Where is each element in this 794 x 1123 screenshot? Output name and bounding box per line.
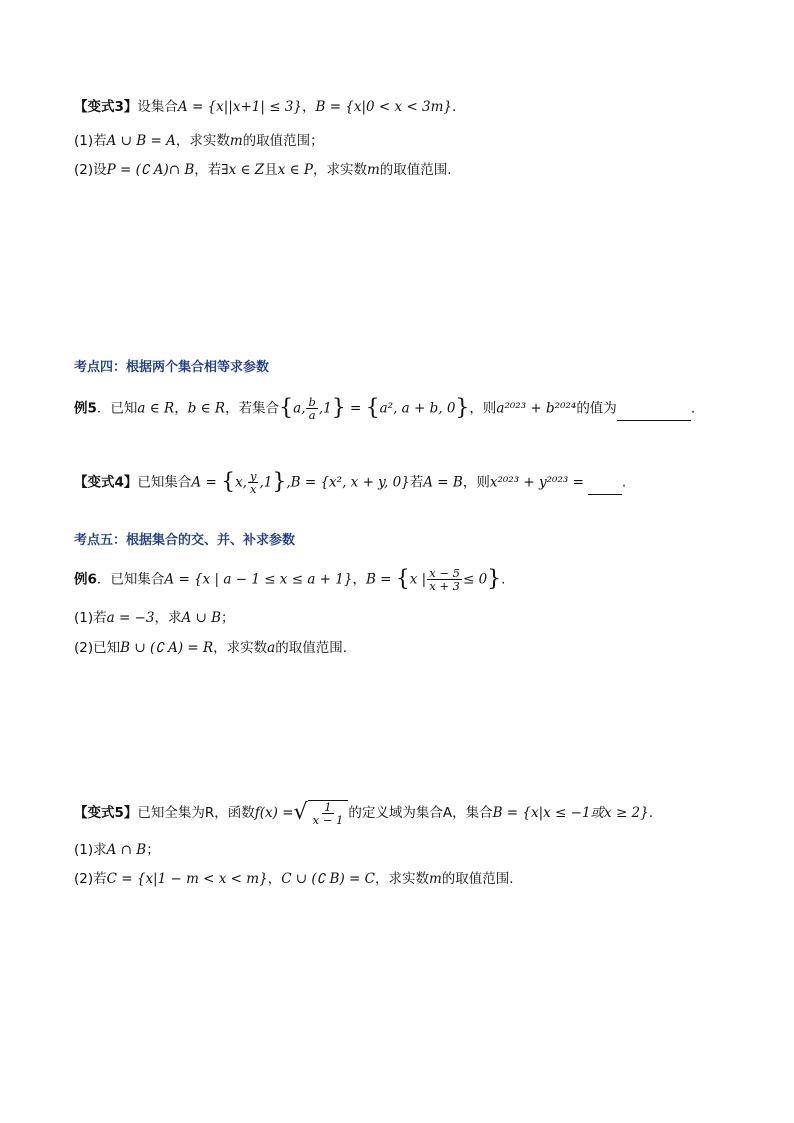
variant5-statement bbox=[74, 800, 653, 826]
q-text: 的取值范围. bbox=[275, 640, 348, 656]
right-brace: } bbox=[455, 395, 470, 421]
variant3-question-1 bbox=[74, 131, 324, 151]
math-var: m bbox=[366, 162, 380, 178]
q-text: . bbox=[501, 571, 506, 588]
q-number: (1)求 bbox=[74, 842, 107, 858]
variant4-label: 【变式4】 bbox=[74, 474, 138, 491]
q-text: . bbox=[621, 474, 627, 491]
example5-statement bbox=[74, 396, 695, 421]
frac-num: b bbox=[308, 395, 316, 409]
q-text: ； bbox=[221, 610, 235, 626]
math-expr: A = B bbox=[423, 474, 463, 491]
example6-question-2 bbox=[74, 638, 347, 658]
q-number: (1)若 bbox=[74, 610, 107, 626]
math-expr: ∃x ∈ Z bbox=[221, 162, 265, 178]
radical-sign: √ bbox=[293, 800, 308, 825]
answer-blank[interactable] bbox=[588, 480, 622, 495]
q-text: ，则 bbox=[462, 474, 490, 491]
math-expr: A ∪ B = A bbox=[106, 133, 176, 149]
variant4-statement bbox=[74, 470, 626, 495]
fraction bbox=[248, 470, 259, 495]
right-brace: } bbox=[331, 395, 346, 421]
q-text: . bbox=[648, 805, 654, 821]
q-text: ，则 bbox=[469, 400, 497, 417]
fraction bbox=[306, 396, 317, 421]
q-text: ； bbox=[146, 842, 160, 858]
q-text: 的取值范围. bbox=[441, 871, 514, 887]
frac-num: y bbox=[249, 469, 257, 483]
q-text: ，若 bbox=[194, 162, 222, 178]
math-expr: a ∈ R bbox=[137, 400, 175, 417]
variant3-label: 【变式3】 bbox=[74, 99, 138, 115]
variant5-question-1 bbox=[74, 840, 160, 860]
q-number: (1)若 bbox=[74, 133, 107, 149]
math-expr: C = {x|1 − m < x < m} bbox=[106, 871, 268, 887]
q-text: . bbox=[690, 400, 696, 417]
q-number: (2)若 bbox=[74, 871, 107, 887]
frac-den: x + 3 bbox=[429, 579, 460, 593]
math-expr: B = bbox=[365, 571, 396, 588]
frac-den: x − 1 bbox=[312, 813, 344, 827]
math-expr: A = {x | a − 1 ≤ x ≤ a + 1} bbox=[164, 571, 353, 588]
variant5-question-2 bbox=[74, 869, 514, 889]
math-expr: a², a + b, 0 bbox=[379, 400, 456, 417]
q-text: ，求实数 bbox=[175, 133, 230, 149]
q-text: 的取值范围. bbox=[379, 162, 452, 178]
q-text: 的定义域为集合A，集合 bbox=[348, 805, 493, 821]
example6-label: 例6 bbox=[74, 571, 97, 588]
math-expr: C ∪ (∁ B) = C bbox=[281, 871, 375, 887]
math-var: m bbox=[229, 133, 243, 149]
section4-title: 考点四：根据两个集合相等求参数 bbox=[74, 360, 270, 375]
q-text: ， bbox=[352, 571, 366, 588]
math-expr: x | bbox=[409, 571, 427, 588]
math-expr: B = {x|x ≤ −1或x ≥ 2} bbox=[492, 805, 649, 821]
q-text: ，求实数 bbox=[312, 162, 367, 178]
left-brace: { bbox=[221, 469, 236, 495]
math-var: m bbox=[428, 871, 442, 887]
frac-den: x bbox=[249, 482, 257, 496]
answer-blank[interactable] bbox=[617, 406, 691, 421]
q-text: ，求实数 bbox=[213, 640, 268, 656]
math-expr: f(x) = bbox=[254, 805, 294, 821]
q-text: ．已知集合 bbox=[96, 571, 165, 588]
fraction bbox=[427, 567, 462, 592]
variant3-statement bbox=[74, 97, 456, 117]
q-text: 已知集合 bbox=[137, 474, 192, 491]
variant3-end: . bbox=[452, 99, 457, 115]
variant3-set-a: A = {x||x+1| ≤ 3} bbox=[177, 99, 302, 115]
right-brace: } bbox=[272, 469, 287, 495]
left-brace: { bbox=[395, 566, 410, 592]
math-expr: ,1 bbox=[259, 474, 273, 491]
math-expr: A ∪ B bbox=[181, 610, 222, 626]
right-brace: } bbox=[487, 566, 502, 592]
math-expr: ,B = {x², x + y, 0} bbox=[286, 474, 410, 491]
math-expr: A = bbox=[191, 474, 222, 491]
variant3-question-2 bbox=[74, 160, 452, 180]
fraction bbox=[311, 801, 346, 826]
q-number: (2)已知 bbox=[74, 640, 121, 656]
frac-den: a bbox=[308, 408, 316, 422]
math-expr: x²⁰²³ + y²⁰²³ = bbox=[489, 474, 584, 491]
q-text: ，求 bbox=[154, 610, 182, 626]
variant3-set-b: B = {x|0 < x < 3m} bbox=[315, 99, 453, 115]
example5-label: 例5 bbox=[74, 400, 97, 417]
q-text: ， bbox=[174, 400, 188, 417]
q-text: ， bbox=[267, 871, 282, 887]
square-root bbox=[294, 800, 349, 826]
frac-num: x − 5 bbox=[429, 566, 460, 580]
q-text: 已知全集为R，函数 bbox=[137, 805, 255, 821]
q-text: ，若集合 bbox=[225, 400, 280, 417]
frac-num: 1 bbox=[324, 800, 332, 814]
math-expr: b ∈ R bbox=[187, 400, 226, 417]
math-expr: a = −3 bbox=[106, 610, 155, 626]
math-expr: B ∪ (∁ A) = R bbox=[120, 640, 214, 656]
radicand bbox=[308, 800, 349, 826]
q-text: ．已知 bbox=[96, 400, 138, 417]
q-text: 若 bbox=[409, 474, 424, 491]
math-expr: x ∈ P bbox=[277, 162, 313, 178]
q-text: ，求实数 bbox=[374, 871, 429, 887]
section5-title: 考点五：根据集合的交、并、补求参数 bbox=[74, 533, 296, 548]
variant3-intro: 设集合 bbox=[137, 99, 178, 115]
math-expr: a, bbox=[293, 400, 306, 417]
math-expr: x, bbox=[235, 474, 247, 491]
math-expr: a²⁰²³ + b²⁰²⁴ bbox=[496, 400, 577, 417]
q-number: (2)设 bbox=[74, 162, 107, 178]
math-expr: A ∩ B bbox=[106, 842, 147, 858]
math-expr: ,1 bbox=[318, 400, 332, 417]
example6-question-1 bbox=[74, 608, 235, 628]
q-text: 的值为 bbox=[576, 400, 617, 417]
variant3-sep: ， bbox=[301, 99, 316, 115]
variant5-label: 【变式5】 bbox=[74, 805, 138, 821]
math-eq: = bbox=[345, 400, 366, 417]
left-brace: { bbox=[279, 395, 294, 421]
math-expr: ≤ 0 bbox=[462, 571, 488, 588]
math-expr: P = (∁ A)∩ B bbox=[106, 162, 195, 178]
left-brace: { bbox=[365, 395, 380, 421]
q-text: 的取值范围； bbox=[242, 133, 324, 149]
math-var: a bbox=[267, 640, 276, 656]
example6-statement bbox=[74, 567, 505, 592]
q-text: 且 bbox=[264, 162, 278, 178]
